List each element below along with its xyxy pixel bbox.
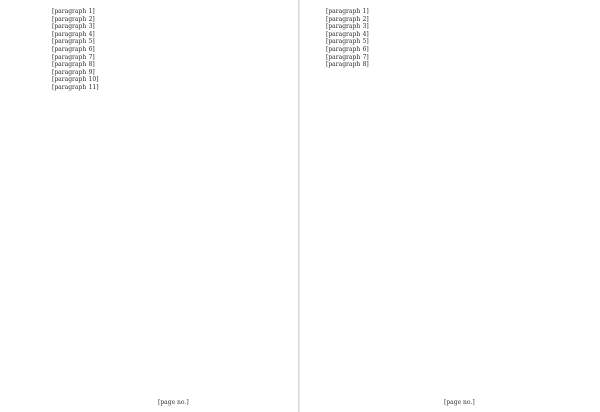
right-paragraph-3: [paragraph 3] [326,23,369,31]
left-page-number: [page no.] [158,399,189,406]
left-paragraph-9: [paragraph 9] [52,68,95,76]
left-paragraph-7: [paragraph 7] [52,53,95,61]
right-paragraph-5: [paragraph 5] [326,38,369,46]
left-paragraph-5: [paragraph 5] [52,38,95,46]
book-gutter [298,0,300,412]
left-paragraph-3: [paragraph 3] [52,23,95,31]
left-paragraph-6: [paragraph 6] [52,45,95,53]
right-page [312,8,558,396]
right-paragraph-4: [paragraph 4] [326,30,369,38]
left-paragraph-11: [paragraph 11] [52,83,99,91]
right-paragraph-7: [paragraph 7] [326,53,369,61]
left-paragraph-2: [paragraph 2] [52,15,95,23]
left-paragraph-10: [paragraph 10] [52,76,99,84]
left-page [38,8,284,396]
right-paragraph-2: [paragraph 2] [326,15,369,23]
right-paragraph-8: [paragraph 8] [326,61,369,69]
right-paragraph-6: [paragraph 6] [326,45,369,53]
left-paragraph-1: [paragraph 1] [52,8,95,15]
left-paragraph-4: [paragraph 4] [52,30,95,38]
right-paragraph-1: [paragraph 1] [326,8,369,15]
left-paragraph-8: [paragraph 8] [52,61,95,69]
right-page-number: [page no.] [444,399,475,406]
